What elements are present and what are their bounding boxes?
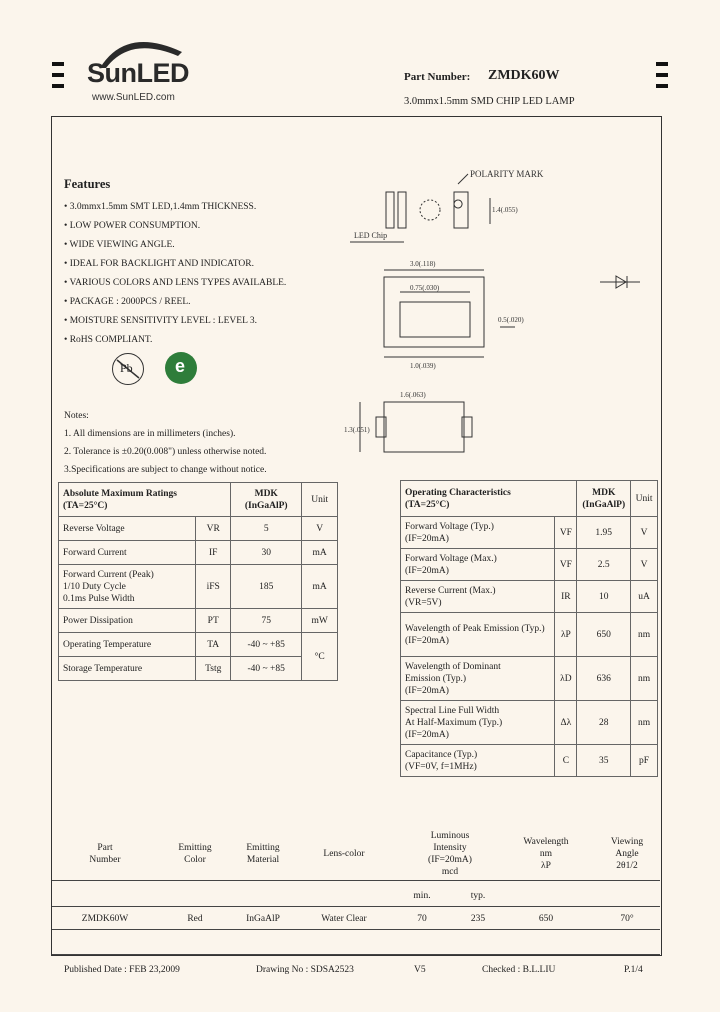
list-item: • PACKAGE : 2000PCS / REEL. <box>64 293 286 312</box>
led-chip-label: LED Chip <box>354 231 388 240</box>
table-row <box>59 657 338 681</box>
table-cell: λD <box>555 657 577 701</box>
table-cell: -40 ~ +85 <box>231 657 302 681</box>
table-cell: Operating Temperature <box>59 633 196 657</box>
table-row <box>401 613 658 657</box>
col-subheader-typ: typ. <box>470 891 486 901</box>
abs-unit-header: Unit <box>302 483 338 517</box>
note-item: 1. All dimensions are in millimeters (inches). <box>64 429 236 439</box>
notes-section <box>64 407 267 479</box>
col-subheader-min: min. <box>413 891 431 901</box>
table-cell: Reverse Voltage <box>59 517 196 541</box>
absolute-max-ratings-table <box>58 482 338 681</box>
version: V5 <box>414 965 426 975</box>
dim-1-label: 1.0(.039) <box>410 362 436 370</box>
table-cell: Forward Voltage (Typ.) (IF=20mA) <box>401 517 555 549</box>
op-header: Operating Characteristics (TA=25°C) <box>401 481 577 517</box>
list-item: • WIDE VIEWING ANGLE. <box>64 236 286 255</box>
package-dimension-diagram <box>340 162 660 472</box>
table-cell: V <box>302 517 338 541</box>
table-cell: Δλ <box>555 701 577 745</box>
abs-header: Absolute Maximum Ratings (TA=25°C) <box>59 483 231 517</box>
table-cell: Forward Current <box>59 541 196 565</box>
table-row <box>59 565 338 609</box>
table-cell: Spectral Line Full Width At Half-Maximum (Typ.) (IF=20mA) <box>401 701 555 745</box>
list-item: • IDEAL FOR BACKLIGHT AND INDICATOR. <box>64 255 286 274</box>
brand-url[interactable]: www.SunLED.com <box>92 92 175 103</box>
table-cell: Capacitance (Typ.) (VF=0V, f=1MHz) <box>401 745 555 777</box>
features-list <box>64 198 286 350</box>
page-number: P.1/4 <box>624 965 643 975</box>
table-cell: nm <box>631 613 658 657</box>
table-cell: -40 ~ +85 <box>231 633 302 657</box>
table-cell: iFS <box>196 565 231 609</box>
row-intensity-typ: 235 <box>470 914 486 924</box>
row-emitting-color: Red <box>187 914 203 924</box>
table-cell: Forward Voltage (Max.) (IF=20mA) <box>401 549 555 581</box>
table-cell: 2.5 <box>577 549 631 581</box>
checked-by: Checked : B.L.LIU <box>482 965 556 975</box>
col-header-wavelength: Wavelength nm λP <box>523 837 569 871</box>
table-cell: Forward Current (Peak) 1/10 Duty Cycle 0.1ms Pulse Width <box>59 565 196 609</box>
op-unit-header: Unit <box>631 481 658 517</box>
table-row <box>401 517 658 549</box>
dim-inner-label: 0.75(.030) <box>410 284 440 292</box>
dim-width-label: 3.0(.118) <box>410 260 436 268</box>
table-cell: VF <box>555 549 577 581</box>
row-wavelength: 650 <box>538 914 554 924</box>
note-item: 3.Specifications are subject to change without notice. <box>64 465 267 475</box>
table-cell: 35 <box>577 745 631 777</box>
polarity-mark-label: POLARITY MARK <box>470 169 544 179</box>
table-cell: mA <box>302 541 338 565</box>
table-row <box>59 633 338 657</box>
table-cell: °C <box>302 633 338 681</box>
table-cell: nm <box>631 657 658 701</box>
row-lens-color: Water Clear <box>321 914 367 924</box>
pb-icon-text: Pb <box>120 361 133 375</box>
list-item: • VARIOUS COLORS AND LENS TYPES AVAILABLE. <box>64 274 286 293</box>
product-subtitle: 3.0mmx1.5mm SMD CHIP LED LAMP <box>404 96 575 107</box>
col-header-lens-color: Lens-color <box>323 849 365 859</box>
list-item: • RoHS COMPLIANT. <box>64 331 286 350</box>
table-cell: Wavelength of Dominant Emission (Typ.) (IF=20mA) <box>401 657 555 701</box>
rohs-e-text: e <box>175 356 186 376</box>
col-header-part-number: Part Number <box>89 843 121 865</box>
table-cell: PT <box>196 609 231 633</box>
table-row <box>401 581 658 613</box>
table-cell: VF <box>555 517 577 549</box>
drawing-number: Drawing No : SDSA2523 <box>256 965 354 975</box>
col-header-viewing-angle: Viewing Angle 2θ1/2 <box>610 837 644 871</box>
dim-pad-h-label: 1.3(.051) <box>344 426 370 434</box>
col-header-emitting-material: Emitting Material <box>246 843 280 865</box>
left-side-marks <box>52 62 64 95</box>
table-cell: V <box>631 549 658 581</box>
row-intensity-min: 70 <box>417 914 427 924</box>
published-date: Published Date : FEB 23,2009 <box>64 965 180 975</box>
table-cell: 28 <box>577 701 631 745</box>
dim-pad-label: 1.6(.063) <box>400 391 426 399</box>
row-viewing-angle: 70° <box>620 914 634 924</box>
table-cell: mA <box>302 565 338 609</box>
table-divider <box>52 906 660 907</box>
table-cell: Power Dissipation <box>59 609 196 633</box>
abs-mdk-header: MDK (InGaAlP) <box>231 483 302 517</box>
table-cell: Tstg <box>196 657 231 681</box>
op-mdk-header: MDK (InGaAlP) <box>577 481 631 517</box>
table-cell: IR <box>555 581 577 613</box>
list-item: • MOISTURE SENSITIVITY LEVEL : LEVEL 3. <box>64 312 286 331</box>
table-cell: 30 <box>231 541 302 565</box>
table-divider <box>52 929 660 930</box>
table-cell: pF <box>631 745 658 777</box>
table-cell: 5 <box>231 517 302 541</box>
table-cell: uA <box>631 581 658 613</box>
table-cell: C <box>555 745 577 777</box>
brand-logo: SunLED <box>87 58 189 88</box>
operating-characteristics-table <box>400 480 658 777</box>
table-cell: Storage Temperature <box>59 657 196 681</box>
dim-side-label: 1.4(.055) <box>492 206 518 214</box>
table-cell: Wavelength of Peak Emission (Typ.) (IF=20mA) <box>401 613 555 657</box>
part-number-label: Part Number: <box>404 71 471 83</box>
row-emitting-material: InGaAlP <box>246 914 280 924</box>
table-row <box>401 657 658 701</box>
table-row <box>59 609 338 633</box>
table-row <box>59 517 338 541</box>
table-cell: nm <box>631 701 658 745</box>
footer-divider <box>52 954 660 955</box>
table-row <box>59 541 338 565</box>
table-cell: 650 <box>577 613 631 657</box>
table-cell: 636 <box>577 657 631 701</box>
table-row <box>401 745 658 777</box>
part-number-value: ZMDK60W <box>488 68 560 83</box>
table-cell: 185 <box>231 565 302 609</box>
notes-title: Notes: <box>64 411 89 421</box>
table-cell: 75 <box>231 609 302 633</box>
row-part-number: ZMDK60W <box>81 914 129 924</box>
table-cell: 1.95 <box>577 517 631 549</box>
table-cell: VR <box>196 517 231 541</box>
col-header-emitting-color: Emitting Color <box>178 843 212 865</box>
table-row <box>401 549 658 581</box>
note-item: 2. Tolerance is ±0.20(0.008") unless otherwise noted. <box>64 447 267 457</box>
table-cell: TA <box>196 633 231 657</box>
table-cell: V <box>631 517 658 549</box>
rohs-e-badge <box>165 352 197 384</box>
table-cell: IF <box>196 541 231 565</box>
table-divider <box>52 880 660 881</box>
dim-2-label: 0.5(.020) <box>498 316 524 324</box>
table-cell: 10 <box>577 581 631 613</box>
right-side-marks <box>656 62 668 95</box>
table-cell: Reverse Current (Max.) (VR=5V) <box>401 581 555 613</box>
col-header-luminous-intensity: Luminous Intensity (IF=20mA) mcd <box>428 831 472 877</box>
list-item: • 3.0mmx1.5mm SMT LED,1.4mm THICKNESS. <box>64 198 286 217</box>
table-cell: mW <box>302 609 338 633</box>
pb-free-badge <box>112 353 144 385</box>
table-cell: λP <box>555 613 577 657</box>
features-title: Features <box>64 177 111 191</box>
list-item: • LOW POWER CONSUMPTION. <box>64 217 286 236</box>
table-row <box>401 701 658 745</box>
